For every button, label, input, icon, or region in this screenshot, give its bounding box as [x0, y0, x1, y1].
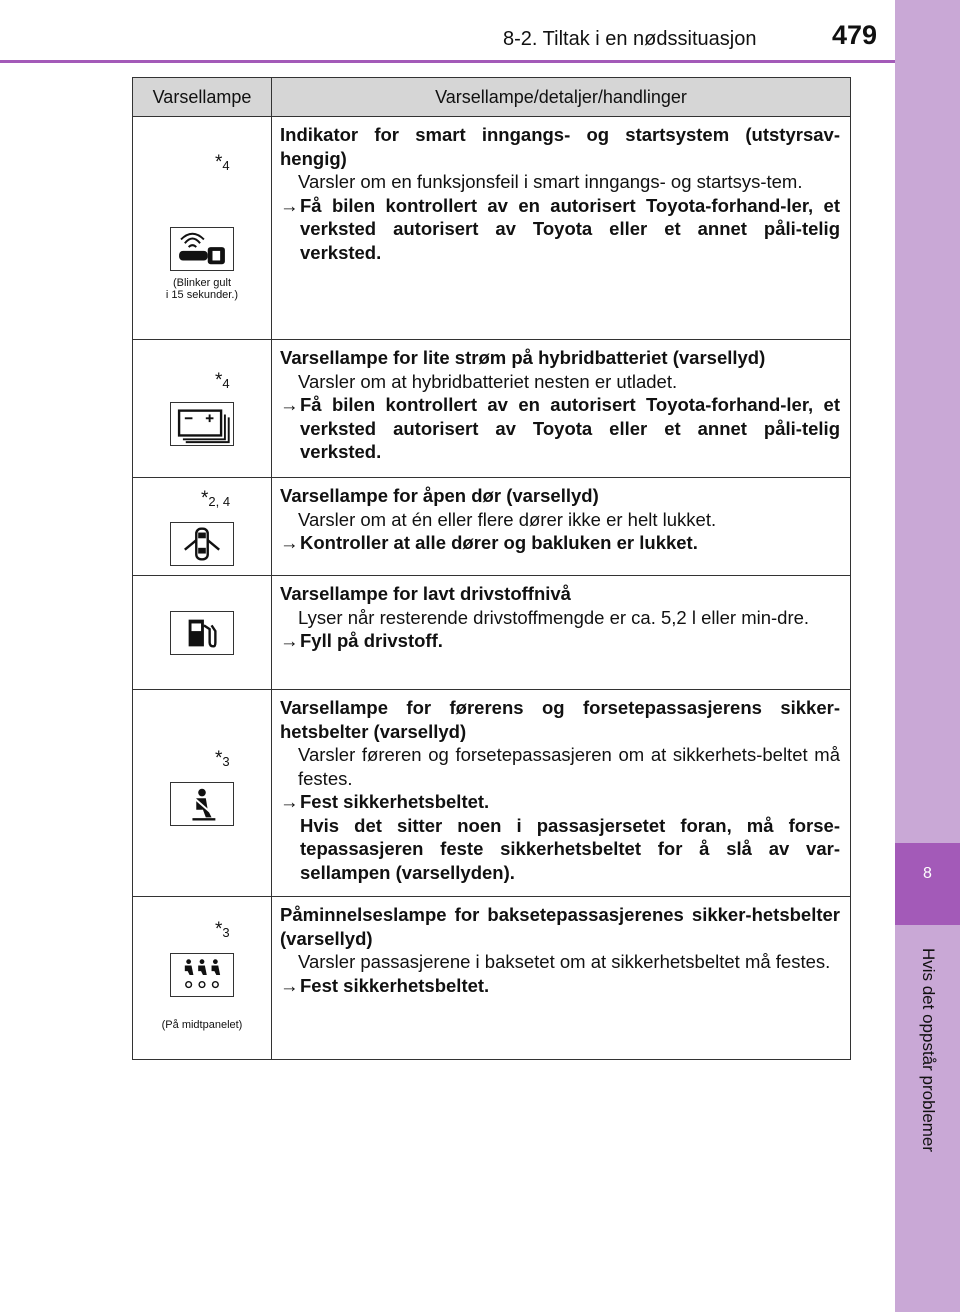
arrow-right-icon: → [280, 974, 299, 996]
table-row [133, 478, 851, 576]
lamp-title: Varsellampe for lavt drivstoffnivå [280, 583, 571, 604]
chapter-number: 8 [895, 843, 960, 925]
footnote-mark: $*_3$ [215, 748, 230, 769]
lamp-cell [133, 897, 272, 1060]
arrow-right-icon: → [280, 394, 299, 415]
lamp-cell [133, 478, 272, 576]
lamp-action: →Fyll på drivstoff. [280, 630, 443, 651]
lamp-text: Varsler om en funksjonsfeil i smart inngangs- og startsys-tem. [298, 171, 803, 192]
lamp-text: Varsler føreren og forsetepassasjeren om at sikkerhets-beltet må festes. [298, 744, 840, 789]
smart-key-warning-icon [170, 227, 234, 271]
description-cell [272, 340, 851, 478]
lamp-text: Lyser når resterende drivstoffmengde er ca. 5,2 l eller min-dre. [298, 606, 810, 628]
lamp-action-detail: Hvis det sitter noen i passasjersetet foran, må forse-tepassasjeren feste sikkerhetsbeltet for å slå av var-sellampen (varsellyden). [300, 814, 840, 883]
lamp-text: Varsler passasjerene i baksetet om at sikkerhetsbeltet må festes. [298, 951, 831, 972]
footnote-mark: $*_4$ [215, 370, 230, 391]
warning-light-table [132, 77, 851, 1060]
lamp-action: →Fest sikkerhetsbeltet. [280, 791, 490, 812]
arrow-right-icon: → [280, 630, 299, 651]
description-cell [272, 897, 851, 1060]
footnote-mark: $*_4$ [215, 152, 230, 173]
seatbelt-icon [170, 782, 234, 826]
description-cell [272, 478, 851, 576]
lamp-action: →Fest sikkerhetsbeltet. [280, 974, 490, 996]
table-row [133, 117, 851, 340]
lamp-action: →Få bilen kontrollert av en autorisert Toyota-forhand-ler, et verksted autorisert av Toyota eller et annet påli-telig verksted. [280, 194, 840, 263]
arrow-right-icon: → [280, 532, 299, 553]
table-row [133, 576, 851, 690]
table-header [133, 78, 851, 117]
lamp-title: Varsellampe for lite strøm på hybridbatteriet (varsellyd) [280, 347, 766, 368]
arrow-right-icon: → [280, 791, 299, 812]
table-row [133, 897, 851, 1060]
page-number: 479 [832, 20, 878, 50]
arrow-right-icon: → [280, 194, 299, 216]
lamp-title: Varsellampe for førerens og forsetepassasjerens sikker-hetsbelter (varsellyd) [280, 697, 840, 742]
column-header-details: Varsellampe/detaljer/handlinger [272, 78, 851, 117]
lamp-note: (På midtpanelet) [161, 1019, 243, 1031]
table-row [133, 690, 851, 897]
table-row [133, 340, 851, 478]
lamp-action: →Kontroller at alle dører og bakluken er lukket. [280, 532, 698, 553]
description-cell [272, 117, 851, 340]
lamp-title: Varsellampe for åpen dør (varsellyd) [280, 485, 599, 506]
rear-seatbelt-icon [170, 953, 234, 997]
section-title: 8-2. Tiltak i en nødssituasjon [503, 28, 757, 50]
door-open-icon [170, 522, 234, 566]
footnote-mark: $*_{2, 4}$ [201, 488, 231, 509]
lamp-cell [133, 340, 272, 478]
chapter-title: Hvis det oppstår problemer [919, 947, 938, 1153]
lamp-cell [133, 690, 272, 897]
footnote-mark: $*_3$ [215, 919, 230, 940]
header-rule [0, 60, 895, 63]
lamp-note: (Blinker gult i 15 sekunder.) [165, 277, 239, 301]
lamp-cell [133, 117, 272, 340]
lamp-text: Varsler om at én eller flere dører ikke er helt lukket. [298, 508, 717, 530]
column-header-lamp: Varsellampe [133, 78, 272, 117]
lamp-title: Indikator for smart inngangs- og startsystem (utstyrsav-hengig) [280, 124, 840, 169]
description-cell [272, 690, 851, 897]
lamp-cell [133, 576, 272, 690]
fuel-icon [170, 611, 234, 655]
lamp-text: Varsler om at hybridbatteriet nesten er utladet. [298, 370, 678, 392]
battery-warning-icon [170, 402, 234, 446]
lamp-action: →Få bilen kontrollert av en autorisert Toyota-forhand-ler, et verksted autorisert av Toyota eller et annet påli-telig verksted. [280, 394, 840, 462]
description-cell [272, 576, 851, 690]
lamp-title: Påminnelseslampe for baksetepassasjerenes sikker-hetsbelter (varsellyd) [280, 904, 840, 949]
